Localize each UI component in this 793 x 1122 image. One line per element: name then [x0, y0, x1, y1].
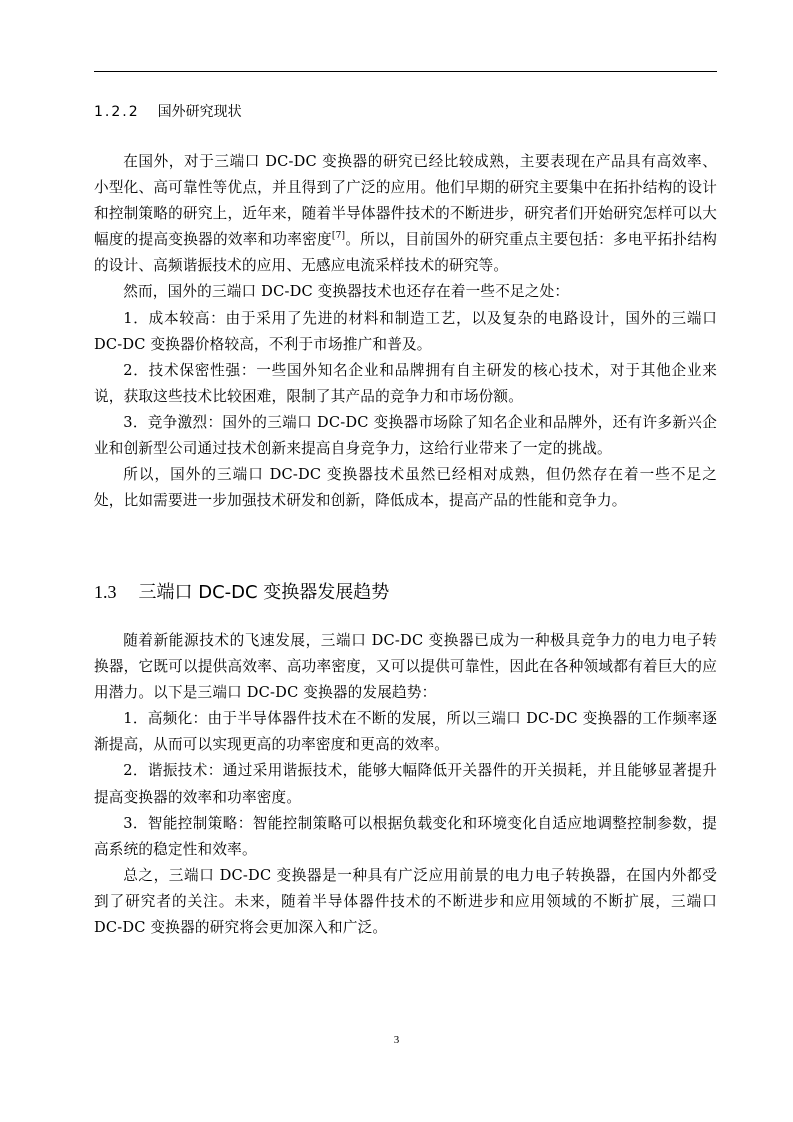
paragraph [94, 149, 717, 279]
subsection-number: 1.2.2 [94, 104, 140, 120]
list-item: 2．技术保密性强：一些国外知名企业和品牌拥有自主研发的核心技术，对于其他企业来说，获取这些技术比较困难，限制了其产品的竞争力和市场份额。 [94, 361, 717, 405]
list-item: 1．成本较高：由于采用了先进的材料和制造工艺，以及复杂的电路设计，国外的三端口 DC-DC 变换器价格较高，不利于市场推广和普及。 [94, 309, 717, 353]
section-1-2-2-body [94, 149, 717, 514]
paragraph: 随着新能源技术的飞速发展，三端口 DC-DC 变换器已成为一种极具竞争力的电力电子转换器，它既可以提供高效率、高功率密度，又可以提供可靠性，因此在各种领域都有着巨大的应用潜力。以下是三端口 DC-DC 变换器的发展趋势： [94, 632, 717, 702]
page-number: 3 [393, 1034, 400, 1046]
header-rule [94, 71, 717, 72]
paragraph: 然而，国外的三端口 DC-DC 变换器技术也还存在着一些不足之处： [123, 283, 570, 301]
paragraph: 所以，国外的三端口 DC-DC 变换器技术虽然已经相对成熟，但仍然存在着一些不足之处，比如需要进一步加强技术研发和创新，降低成本，提高产品的性能和竞争力。 [94, 466, 717, 510]
list-item: 3．竞争激烈：国外的三端口 DC-DC 变换器市场除了知名企业和品牌外，还有许多新兴企业和创新型公司通过技术创新来提高自身竞争力，这给行业带来了一定的挑战。 [94, 413, 717, 458]
list-item: 2．谐振技术：通过采用谐振技术，能够大幅降低开关器件的开关损耗，并且能够显著提升提高变换器的效率和功率密度。 [94, 762, 717, 806]
section-1-3-body [94, 628, 717, 941]
list-item: 3．智能控制策略：智能控制策略可以根据负载变化和环境变化自适应地调整控制参数，提高系统的稳定性和效率。 [94, 814, 717, 858]
paragraph-text: 。所以，目前国外的研究重点主要包括：多电平拓扑结构的设计、高频谐振技术的应用、无感应电流采样技术的研究等。 [94, 231, 717, 275]
paragraph-text: 在国外，对于三端口 DC-DC 变换器的研究已经比较成熟，主要表现在产品具有高效率、小型化、高可靠性等优点，并且得到了广泛的应用。他们早期的研究主要集中在拓扑结构的设计和控制策略的研究上，近年来，随着半导体器件技术的不断进步，研究者们开始研究怎样可以大幅度的提高变换器的效率和功率密度 [94, 153, 717, 249]
citation-ref: [7] [331, 231, 346, 242]
list-item: 1．高频化：由于半导体器件技术在不断的发展，所以三端口 DC-DC 变换器的工作频率逐渐提高，从而可以实现更高的功率密度和更高的效率。 [94, 710, 717, 754]
subsection-heading [94, 101, 242, 121]
subsection-title: 国外研究现状 [157, 104, 242, 120]
section-number: 1.3 [94, 582, 117, 602]
paragraph: 总之，三端口 DC-DC 变换器是一种具有广泛应用前景的电力电子转换器，在国内外都受到了研究者的关注。未来，随着半导体器件技术的不断进步和应用领域的不断扩展，三端口 DC-DC 变换器的研究将会更加深入和广泛。 [94, 866, 717, 937]
section-title: 三端口 DC-DC 变换器发展趋势 [138, 582, 390, 603]
section-heading [94, 578, 389, 604]
